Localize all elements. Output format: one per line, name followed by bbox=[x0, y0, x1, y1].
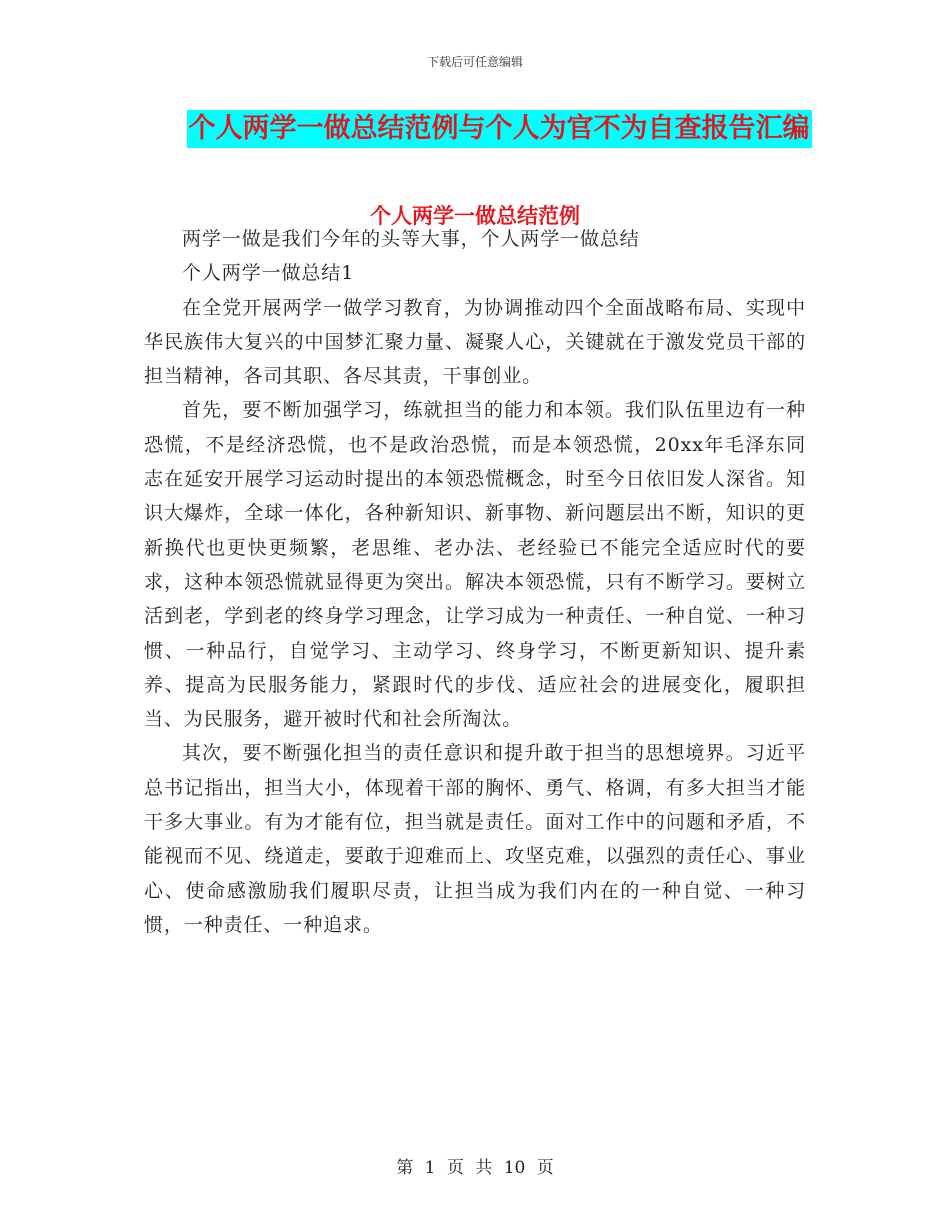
paragraph-subheading: 个人两学一做总结1 bbox=[182, 262, 355, 285]
paragraph-body-3: 其次，要不断强化担当的责任意识和提升敢于担当的思想境界。习近平总书记指出，担当大小，体现着干部的胸怀、勇气、格调，有多大担当才能干多大事业。有为才能有位，担当就是责任。面对工作中的问题和矛盾，不能视而不见、绕道走，要敢于迎难而上、攻坚克难，以强烈的责任心、事业心、使命感激励我们履职尽责，让担当成为我们内在的一种自觉、一种习惯，一种责任、一种追求。 bbox=[144, 742, 806, 936]
document-title-wrapper bbox=[0, 110, 950, 148]
paragraph-body-1: 在全党开展两学一做学习教育，为协调推动四个全面战略布局、实现中华民族伟大复兴的中国梦汇聚力量、凝聚人心，关键就在于激发党员干部的担当精神，各司其职、各尽其责，干事创业。 bbox=[144, 296, 806, 388]
header-note: 下载后可任意编辑 bbox=[426, 55, 523, 69]
document-body bbox=[144, 220, 806, 942]
document-title: 个人两学一做总结范例与个人为官不为自查报告汇编 bbox=[187, 110, 812, 148]
section-title: 个人两学一做总结范例 bbox=[370, 204, 580, 228]
paragraph-intro: 两学一做是我们今年的头等大事，个人两学一做总结 bbox=[182, 228, 640, 250]
paragraph-body-2: 首先，要不断加强学习，练就担当的能力和本领。我们队伍里边有一种恐慌，不是经济恐慌，也不是政治恐慌，而是本领恐慌，20xx年毛泽东同志在延安开展学习运动时提出的本领恐慌概念，时至今日依旧发人深省。知识大爆炸，全球一体化，各种新知识、新事物、新问题层出不断，知识的更新换代也更快更频繁，老思维、老办法、老经验已不能完全适应时代的要求，这种本领恐慌就显得更为突出。解决本领恐慌，只有不断学习。要树立活到老，学到老的终身学习理念，让学习成为一种责任、一种自觉、一种习惯、一种品行，自觉学习、主动学习、终身学习，不断更新知识、提升素养、提高为民服务能力，紧跟时代的步伐、适应社会的进展变化，履职担当、为民服务，避开被时代和社会所淘汰。 bbox=[144, 399, 806, 731]
page-footer: 第 1 页 共 10 页 bbox=[396, 1158, 554, 1178]
